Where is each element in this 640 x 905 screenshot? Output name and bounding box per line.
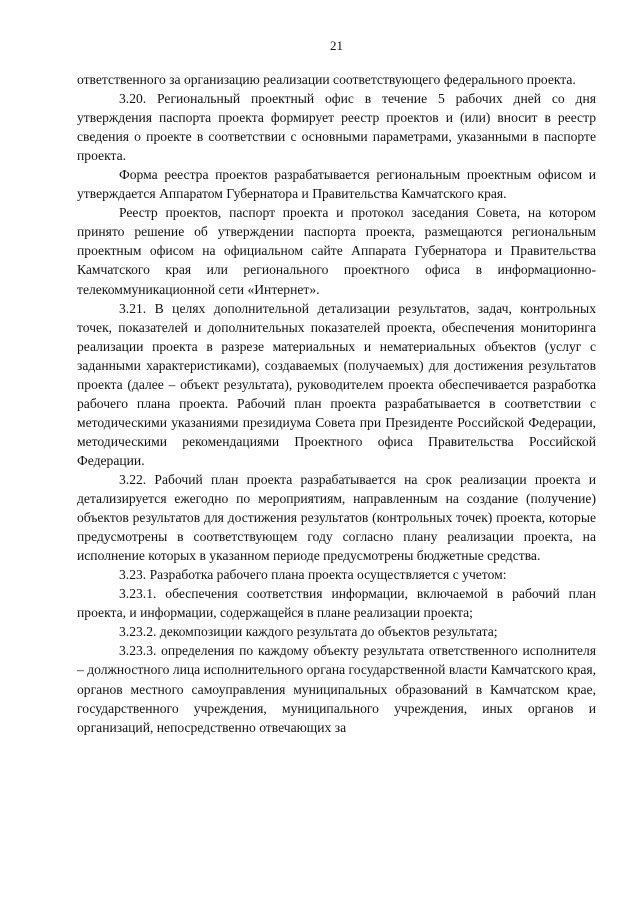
paragraph-registry-publication: Реестр проектов, паспорт проекта и протокол заседания Совета, на котором принято решение об утверждении паспорта проекта, размещаются региональным проектным офисом на официальном сайте Аппарата Губернатора и Правительства Камчатского края или регионального проектного офиса в информационно-телекоммуникационной сети «Интернет». [77,205,596,297]
paragraph-registry-form: Форма реестра проектов разрабатывается региональным проектным офисом и утверждается Аппаратом Губернатора и Правительства Камчатского края. [77,167,596,202]
paragraph-3-23: 3.23. Разработка рабочего плана проекта осуществляется с учетом: [119,567,507,583]
paragraph-3-23-2: 3.23.2. декомпозиции каждого результата до объектов результата; [119,624,498,640]
document-body [77,70,596,737]
paragraph-3-23-3: 3.23.3. определения по каждому объекту результата ответственного исполнителя – должностного лица исполнительного органа государственной власти Камчатского края, органов местного самоуправления муниципальных образований в Камчатском крае, государственного учреждения, муниципального учреждения, иных органов и организаций, непосредственно отвечающих за [77,643,596,735]
page-number: 21 [330,38,343,53]
paragraph-continuation: ответственного за организацию реализации соответствующего федерального проекта. [77,72,576,87]
paragraph-3-22: 3.22. Рабочий план проекта разрабатывается на срок реализации проекта и детализируется ежегодно по мероприятиям, направленным на создание (получение) объектов результатов для достижения результатов (контрольных точек) проекта, которые предусмотрены в соответствующем году согласно плану реализации проекта, на исполнение которых в указанном периоде предусмотрены бюджетные средства. [77,471,596,564]
paragraph-3-20: 3.20. Региональный проектный офис в течение 5 рабочих дней со дня утверждения паспорта проекта формирует реестр проектов и (или) вносит в реестр сведения о проекте в соответствии с основными параметрами, указанными в паспорте проекта. [77,91,596,164]
paragraph-3-23-1: 3.23.1. обеспечения соответствия информации, включаемой в рабочий план проекта, и информации, содержащейся в плане реализации проекта; [77,586,596,621]
paragraph-3-21: 3.21. В целях дополнительной детализации результатов, задач, контрольных точек, показателей и дополнительных показателей проекта, обеспечения мониторинга реализации проекта в разрезе материальных и нематериальных объектов (услуг с заданными характеристиками), создаваемых (получаемых) для достижения результатов проекта (далее – объект результата), руководителем проекта обеспечивается разработка рабочего плана проекта. Рабочий план проекта разрабатывается в соответствии с методическими указаниями президиума Совета при Президенте Российской Федерации, методическими рекомендациями Проектного офиса Правительства Российской Федерации. [77,300,596,468]
